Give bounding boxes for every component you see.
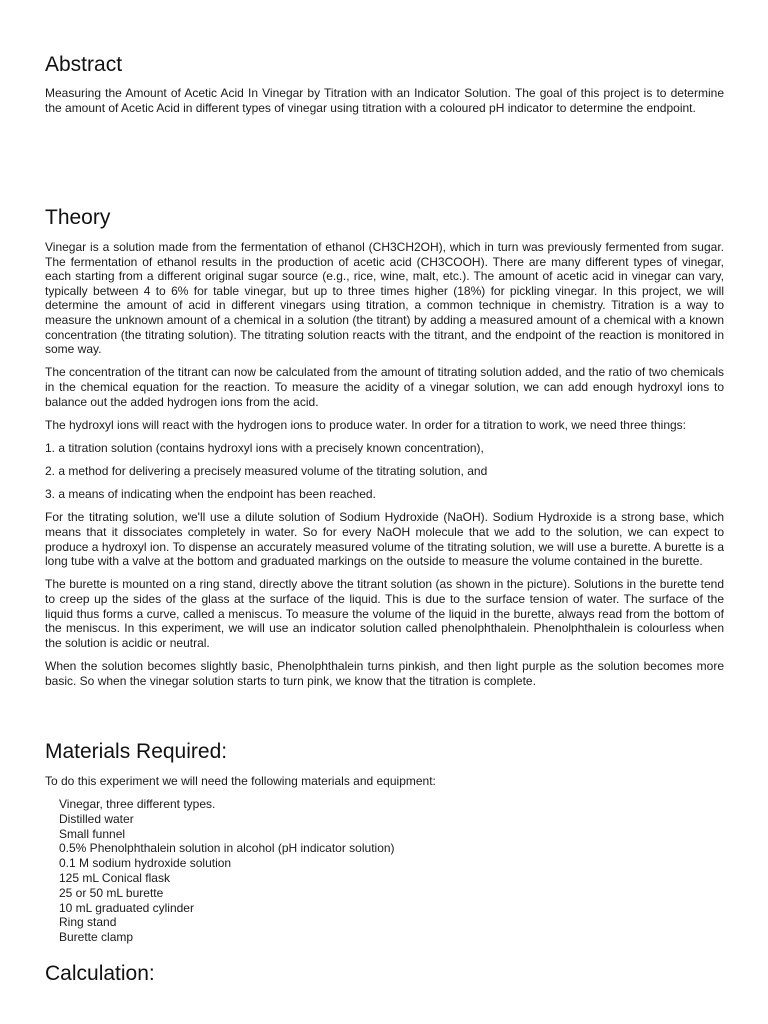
theory-list-item: 1. a titration solution (contains hydroxyl ions with a precisely known concentration),: [45, 440, 484, 455]
list-item: Ring stand: [59, 915, 117, 930]
list-item: 25 or 50 mL burette: [59, 885, 164, 900]
abstract-text: Measuring the Amount of Acetic Acid In Vinegar by Titration with an Indicator Solution. The goal of this project is to determine the amount of Acetic Acid in different types of vinegar using titration with a coloured pH indicator to determine the endpoint.: [45, 86, 724, 115]
theory-paragraph: The hydroxyl ions will react with the hydrogen ions to produce water. In order for a titration to work, we need three things:: [45, 417, 686, 432]
theory-list-item: 3. a means of indicating when the endpoint has been reached.: [45, 487, 376, 502]
list-item: Distilled water: [59, 811, 134, 826]
calculation-heading: Calculation:: [45, 962, 155, 985]
theory-paragraph: When the solution becomes slightly basic, Phenolphthalein turns pinkish, and then light purple as the solution becomes more basic. So when the vinegar solution starts to turn pink, we know that the titration is complete.: [45, 659, 724, 688]
list-item: 125 mL Conical flask: [59, 870, 170, 885]
materials-intro: To do this experiment we will need the following materials and equipment:: [45, 774, 436, 788]
list-item: Vinegar, three different types.: [59, 797, 216, 811]
theory-body: [45, 240, 724, 697]
theory-paragraph: The burette is mounted on a ring stand, directly above the titrant solution (as shown in the picture). Solutions in the burette tend to creep up the sides of the glass at the surface of the liquid. This is due to the surface tension of water. The surface of the liquid thus forms a curve, called a meniscus. To measure the volume of the liquid in the burette, always read from the bottom of the meniscus. In this experiment, we will use an indicator solution called phenolphthalein. Phenolphthalein is colourless when the solution is acidic or neutral.: [45, 577, 724, 650]
materials-heading: Materials Required:: [45, 740, 228, 763]
theory-heading: Theory: [45, 206, 111, 229]
list-item: 0.5% Phenolphthalein solution in alcohol (pH indicator solution): [59, 841, 395, 856]
list-item: 10 mL graduated cylinder: [59, 900, 194, 915]
list-item: 0.1 M sodium hydroxide solution: [59, 856, 232, 871]
list-item: Small funnel: [59, 826, 126, 841]
theory-paragraph: For the titrating solution, we'll use a dilute solution of Sodium Hydroxide (NaOH). Sodium Hydroxide is a strong base, which means that it dissociates completely in water. So for every NaOH molecule that we add to the solution, we can expect to produce a hydroxyl ion. To dispense an accurately measured volume of the titrating solution, we will use a burette. A burette is a long tube with a valve at the bottom and graduated markings on the outside to measure the volume contained in the burette.: [45, 510, 724, 569]
abstract-heading: Abstract: [45, 53, 123, 76]
theory-paragraph: Vinegar is a solution made from the fermentation of ethanol (CH3CH2OH), which in turn was previously fermented from sugar. The fermentation of ethanol results in the production of acetic acid (CH3COOH). There are many different types of vinegar, each starting from a different original sugar source (e.g., rice, wine, malt, etc.). The amount of acetic acid in vinegar can vary, typically between 4 to 6% for table vinegar, but up to three times higher (18%) for pickling vinegar. In this project, we will determine the amount of acid in different vinegars using titration, a common technique in chemistry. Titration is a way to measure the unknown amount of a chemical in a solution (the titrant) by adding a measured amount of a chemical with a known concentration (the titrating solution). The titrating solution reacts with the titrant, and the endpoint of the reaction is monitored in some way.: [45, 240, 724, 357]
theory-list-item: 2. a method for delivering a precisely measured volume of the titrating solution, and: [45, 464, 488, 479]
materials-list: [59, 797, 395, 945]
theory-paragraph: The concentration of the titrant can now be calculated from the amount of titrating solution added, and the ratio of two chemicals in the chemical equation for the reaction. To measure the acidity of a vinegar solution, we can add enough hydroxyl ions to balance out the added hydrogen ions from the acid.: [45, 365, 724, 409]
list-item: Burette clamp: [59, 930, 134, 945]
